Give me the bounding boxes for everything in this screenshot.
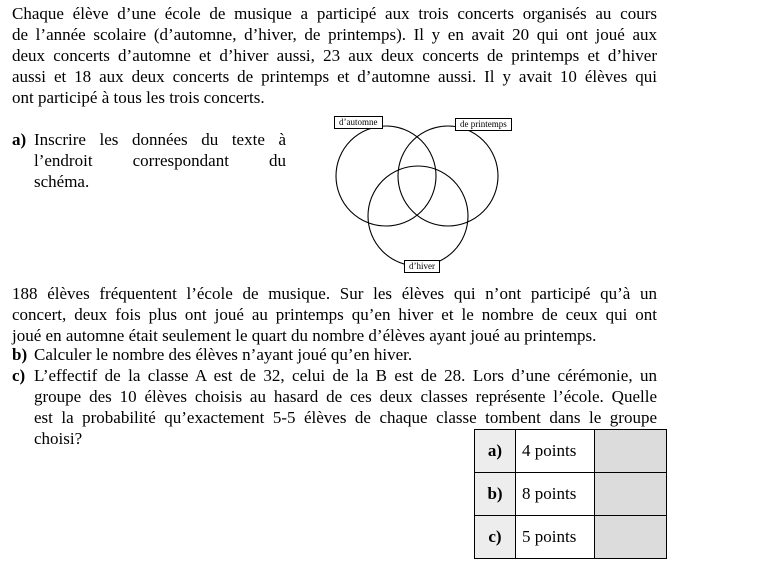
context-line: concert, deux fois plus ont joué au printemps qu’en hiver et le nombre de ceux qui ont	[12, 305, 657, 324]
table-row	[475, 473, 667, 516]
points-row-value: 4 points	[516, 430, 595, 473]
question-a	[12, 129, 286, 192]
points-row-score-cell	[595, 516, 667, 559]
table-row	[475, 516, 667, 559]
question-a-line: l’endroit correspondant du	[34, 151, 286, 170]
context-line: joué en automne était seulement le quart du nombre d’élèves ayant joué au printemps.	[12, 326, 597, 345]
question-c-label: c)	[12, 366, 26, 385]
question-b-label: b)	[12, 345, 28, 364]
points-table	[474, 429, 667, 559]
context-line: 188 élèves fréquentent l’école de musique. Sur les élèves qui n’ont participé qu’à un	[12, 284, 657, 303]
question-c-line: choisi?	[34, 429, 83, 448]
question-a-line: Inscrire les données du texte à	[34, 130, 286, 149]
intro-paragraph	[12, 3, 657, 108]
intro-line: de l’année scolaire (d’automne, d’hiver, de printemps). Il y en avait 20 qui ont joué aux	[12, 25, 657, 44]
venn-label-printemps: de printemps	[455, 118, 512, 131]
question-a-line: schéma.	[34, 172, 90, 191]
question-c-line: est la probabilité qu’exactement 5-5 élèves de chaque classe tombent dans le groupe	[34, 408, 657, 427]
points-row-label: b)	[475, 473, 516, 516]
points-row-score-cell	[595, 430, 667, 473]
question-c-line: groupe des 10 élèves choisis au hasard de ces deux classes représente l’école. Quelle	[34, 387, 657, 406]
intro-line: aussi et 18 aux deux concerts de printemps et d’automne aussi. Il y avait 10 élèves qui	[12, 67, 657, 86]
venn-label-hiver: d’hiver	[404, 260, 440, 273]
question-a-label: a)	[12, 130, 27, 149]
points-row-value: 8 points	[516, 473, 595, 516]
points-row-value: 5 points	[516, 516, 595, 559]
table-row	[475, 430, 667, 473]
question-b	[12, 344, 657, 365]
intro-line: Chaque élève d’une école de musique a participé aux trois concerts organisés au cours	[12, 4, 657, 23]
venn-diagram	[300, 106, 540, 276]
points-row-score-cell	[595, 473, 667, 516]
intro-line: ont participé à tous les trois concerts.	[12, 88, 265, 107]
venn-label-automne: d’automne	[334, 116, 383, 129]
intro-line: deux concerts d’automne et d’hiver aussi, 23 aux deux concerts de printemps et d’hiver	[12, 46, 657, 65]
points-row-label: a)	[475, 430, 516, 473]
points-row-label: c)	[475, 516, 516, 559]
question-c-line: L’effectif de la classe A est de 32, celui de la B est de 28. Lors d’une cérémonie, un	[34, 366, 657, 385]
question-b-text: Calculer le nombre des élèves n’ayant joué qu’en hiver.	[34, 345, 413, 364]
context-paragraph	[12, 283, 657, 346]
circle-automne	[336, 126, 436, 226]
question-a-text	[34, 129, 286, 192]
